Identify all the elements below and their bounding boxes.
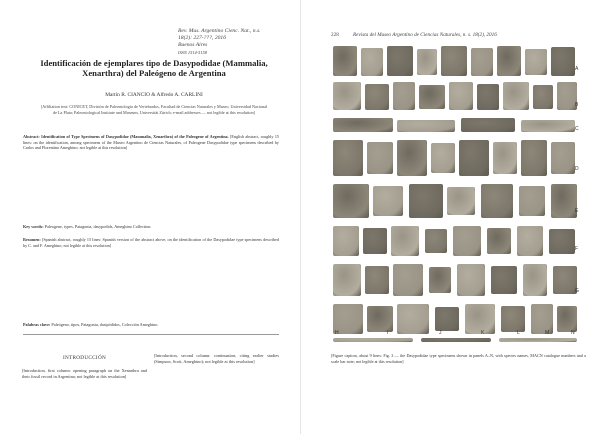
specimen-photo (333, 118, 393, 132)
specimen-photo (429, 267, 451, 293)
specimen-photo (459, 140, 489, 176)
specimen-photo (453, 226, 481, 256)
plate-panel-letter: F (575, 246, 579, 252)
plate-panel-letter: B (575, 102, 579, 108)
abstract-text: [English abstract, roughly 15 lines: on the identification, among specimens of the Museo Argentino de Ciencias Naturales, of Paleogene Dasypodidae type specimens described by Carlos and Florentino Ameghino; not legible at this resolution] (23, 134, 279, 151)
specimen-photo (477, 84, 499, 110)
journal-issue: 18(2): 227-???, 2016 (178, 35, 227, 41)
specimen-photo (491, 266, 517, 294)
specimen-photo (497, 46, 521, 76)
specimen-photo (503, 82, 529, 110)
specimen-photo (533, 85, 553, 109)
specimen-photo (493, 142, 517, 174)
specimen-photo (481, 184, 513, 218)
specimen-photo (333, 140, 363, 176)
specimen-photo (393, 82, 415, 110)
claves-label: Palabras clave: (23, 322, 51, 327)
specimen-photo (365, 266, 389, 294)
plate-panel-letter: G (575, 288, 579, 294)
affiliation: [Affiliation text: CONICET, División de Paleontología de Vertebrados, Facultad de Ciencias Naturales y Museo, Universidad Nacional de La Plata; Paleontological Institute and Museum, Universität Zürich; e-mail addresses — not legible at this resolution] (40, 104, 268, 115)
specimen-photo (521, 140, 547, 176)
keywords-label: Key words: (23, 224, 44, 229)
abstract-label: Abstract: (23, 134, 40, 139)
specimen-photo (387, 46, 413, 76)
specimen-photo (551, 47, 575, 76)
specimen-photo (553, 266, 577, 294)
specimen-photo (449, 82, 473, 110)
specimen-photo (501, 306, 525, 332)
specimen-photo (557, 306, 577, 332)
journal-name: Rev. Mus. Argentino Cienc. Nat., n.s. (178, 28, 261, 34)
specimen-photo (517, 226, 543, 256)
specimen-photo (551, 142, 575, 174)
specimen-photo (391, 226, 419, 256)
keywords (23, 224, 279, 229)
specimen-photo (519, 186, 545, 216)
intro-heading: INTRODUCCIÓN (62, 355, 107, 361)
specimen-photo (461, 118, 515, 132)
paper-authors: Martín R. CIANCIO & Alfredo A. CARLINI (105, 92, 203, 98)
specimen-photo (363, 228, 387, 254)
specimen-photo (431, 143, 455, 173)
plate-panel-letter: M (545, 330, 550, 336)
keywords-text: Paleogene, types, Patagonia, dasypodids, Ameghino Collection. (44, 224, 152, 229)
plate-panel-letter: L (517, 330, 520, 336)
specimen-photo (421, 338, 491, 342)
resumen-label: Resumen: (23, 237, 41, 242)
running-title: Revista del Museo Argentino de Ciencias Naturales, n. s. 18(2), 2016 (353, 32, 497, 38)
abstract-title: Identification of Type Specimens of Dasypodidae (Mammalia, Xenarthra) of the Paleogene of Argentina. (41, 134, 229, 139)
specimen-photo (333, 46, 357, 76)
journal-header (178, 28, 296, 56)
specimen-photo (523, 264, 547, 296)
abstract (23, 134, 279, 151)
plate-panel-letter: I (387, 330, 389, 336)
page-number: 228 (331, 32, 339, 38)
journal-city: Buenos Aires (178, 42, 208, 48)
intro-column-1: [Introduction, first column: opening paragraph on the Xenarthra and their fossil record in Argentina; not legible at this resolution] (22, 368, 147, 379)
specimen-photo (419, 85, 445, 109)
specimen-photo (409, 184, 443, 218)
specimen-photo (333, 82, 361, 110)
plate-panel-letter: A (575, 66, 579, 72)
right-page (300, 0, 600, 434)
specimen-photo (333, 264, 361, 296)
specimen-photo (367, 306, 393, 332)
specimen-photo (333, 226, 359, 256)
palabras-clave (23, 322, 279, 327)
plate-panel-letter: E (575, 208, 579, 214)
specimen-photo (441, 46, 467, 76)
specimen-photo (531, 304, 553, 334)
specimen-photo (551, 184, 577, 218)
plate-panel-letter: D (575, 166, 579, 172)
specimen-photo (367, 142, 393, 174)
plate-panel-letter: J (439, 330, 442, 336)
specimen-photo (393, 264, 423, 296)
plate-panel-letter: H (335, 330, 339, 336)
specimen-photo (333, 338, 413, 342)
plate-panel-letter: K (481, 330, 485, 336)
specimen-photo (397, 304, 429, 334)
specimen-photo (471, 48, 493, 76)
specimen-plate (331, 44, 579, 344)
specimen-photo (425, 229, 447, 253)
plate-panel-letter: N (571, 330, 575, 336)
specimen-photo (435, 307, 459, 331)
specimen-photo (487, 228, 511, 254)
specimen-photo (397, 120, 455, 132)
specimen-photo (373, 186, 403, 216)
specimen-photo (499, 338, 577, 342)
specimen-photo (417, 49, 437, 75)
claves-text: Paleógeno, tipos, Patagonia, dasipódidos, Colección Ameghino. (51, 322, 159, 327)
resumen-text: [Spanish abstract, roughly 15 lines: Spanish version of the abstract above, on the identification of the Dasypodidae type specimens described by C. and F. Ameghino; not legible at this resolution] (23, 237, 279, 248)
specimen-photo (521, 120, 575, 132)
section-divider (23, 334, 279, 335)
specimen-photo (525, 49, 547, 75)
specimen-photo (465, 304, 495, 334)
specimen-photo (557, 82, 577, 110)
plate-panel-letter: C (575, 126, 579, 132)
journal-issn: ISSN 1514-5158 (178, 50, 207, 55)
specimen-photo (447, 187, 475, 215)
resumen (23, 237, 279, 248)
specimen-photo (549, 229, 575, 254)
specimen-photo (365, 84, 389, 110)
specimen-photo (361, 48, 383, 76)
specimen-photo (333, 184, 369, 218)
specimen-photo (397, 140, 427, 176)
specimen-photo (457, 264, 485, 296)
figure-caption: [Figure caption, about 9 lines: Fig. 3 — the Dasypodidae type specimens shown in panels A–N, with species names, MACN catalogue numbers and a scale bar note; not legible at this resolution] (331, 353, 586, 364)
paper-title: Identificación de ejemplares tipo de Dasypodidae (Mammalia, Xenarthra) del Paleógeno de Argentina (40, 58, 268, 78)
intro-column-2: [Introduction, second column: continuation, citing earlier studies (Simpson, Scott, Ameghino); not legible at this resolution] (154, 353, 279, 364)
